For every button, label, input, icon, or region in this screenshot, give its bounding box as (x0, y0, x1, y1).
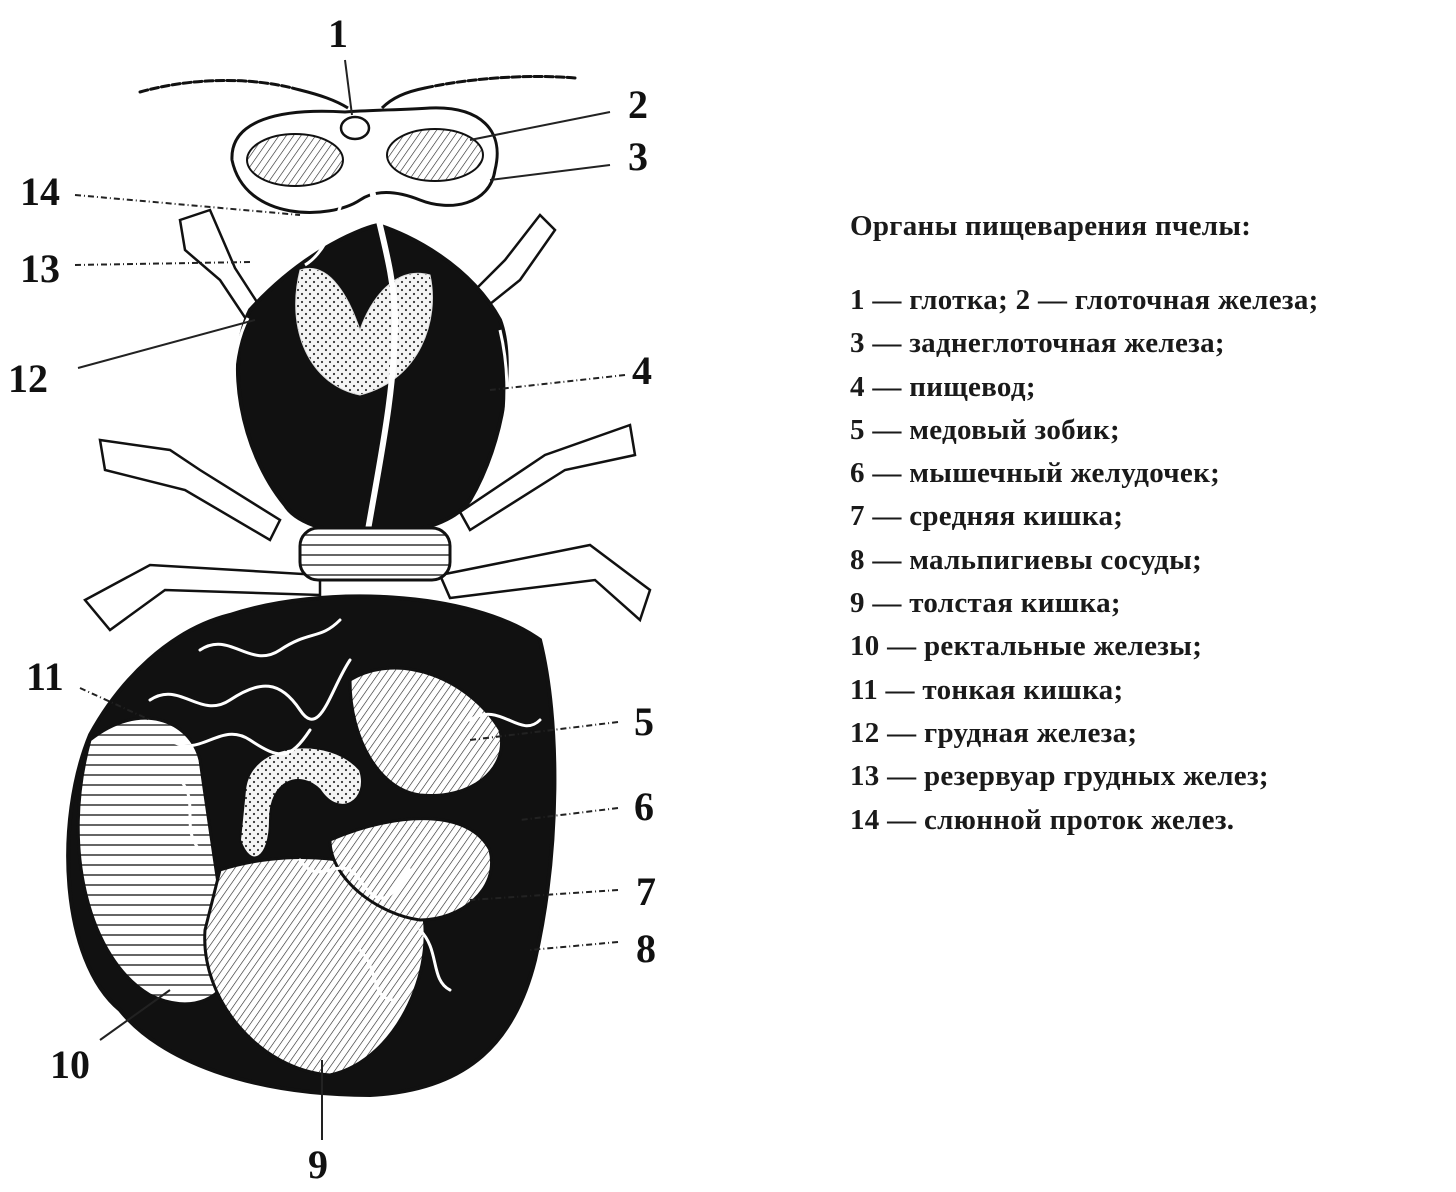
legend-item: 14 — слюнной проток желез. (850, 803, 1235, 836)
antennae (140, 76, 575, 108)
legend-item: 3 — заднеглоточная железа; (850, 327, 1225, 360)
legend-item: 11 — тонкая кишка; (850, 673, 1124, 706)
label-10: 10 (50, 1042, 90, 1087)
legend-item: 8 — мальпигиевы сосуды; (850, 543, 1203, 576)
legend-item: 5 — медовый зобик; (850, 413, 1120, 446)
label-6: 6 (634, 784, 654, 829)
label-8: 8 (636, 926, 656, 971)
legend-item: 10 — ректальные железы; (850, 630, 1203, 663)
pharyngeal-gland-right (387, 129, 483, 181)
label-1: 1 (328, 11, 348, 56)
pharyngeal-gland-left (247, 134, 343, 186)
bee-abdomen (68, 596, 554, 1095)
label-12: 12 (8, 356, 48, 401)
label-3: 3 (628, 134, 648, 179)
label-2: 2 (628, 82, 648, 127)
legend-item: 7 — средняя кишка; (850, 500, 1124, 533)
label-14: 14 (20, 169, 60, 214)
legend-item: 13 — резервуар грудных желез; (850, 760, 1269, 793)
label-13: 13 (20, 246, 60, 291)
label-11: 11 (26, 654, 64, 699)
label-7: 7 (636, 869, 656, 914)
label-5: 5 (634, 699, 654, 744)
label-4: 4 (632, 348, 652, 393)
legend-item: 9 — толстая кишка; (850, 587, 1121, 620)
legend-item: 4 — пищевод; (850, 370, 1036, 403)
legend-item: 12 — грудная железа; (850, 716, 1138, 749)
legend (850, 210, 1440, 842)
pharynx (341, 117, 369, 139)
label-9: 9 (308, 1142, 328, 1187)
legend-item: 1 — глотка; 2 — глоточная железа; (850, 284, 1319, 316)
legend-item: 6 — мышечный желудочек; (850, 457, 1221, 490)
legend-list (850, 279, 1440, 842)
legend-title: Органы пищеварения пчелы: (850, 210, 1252, 242)
